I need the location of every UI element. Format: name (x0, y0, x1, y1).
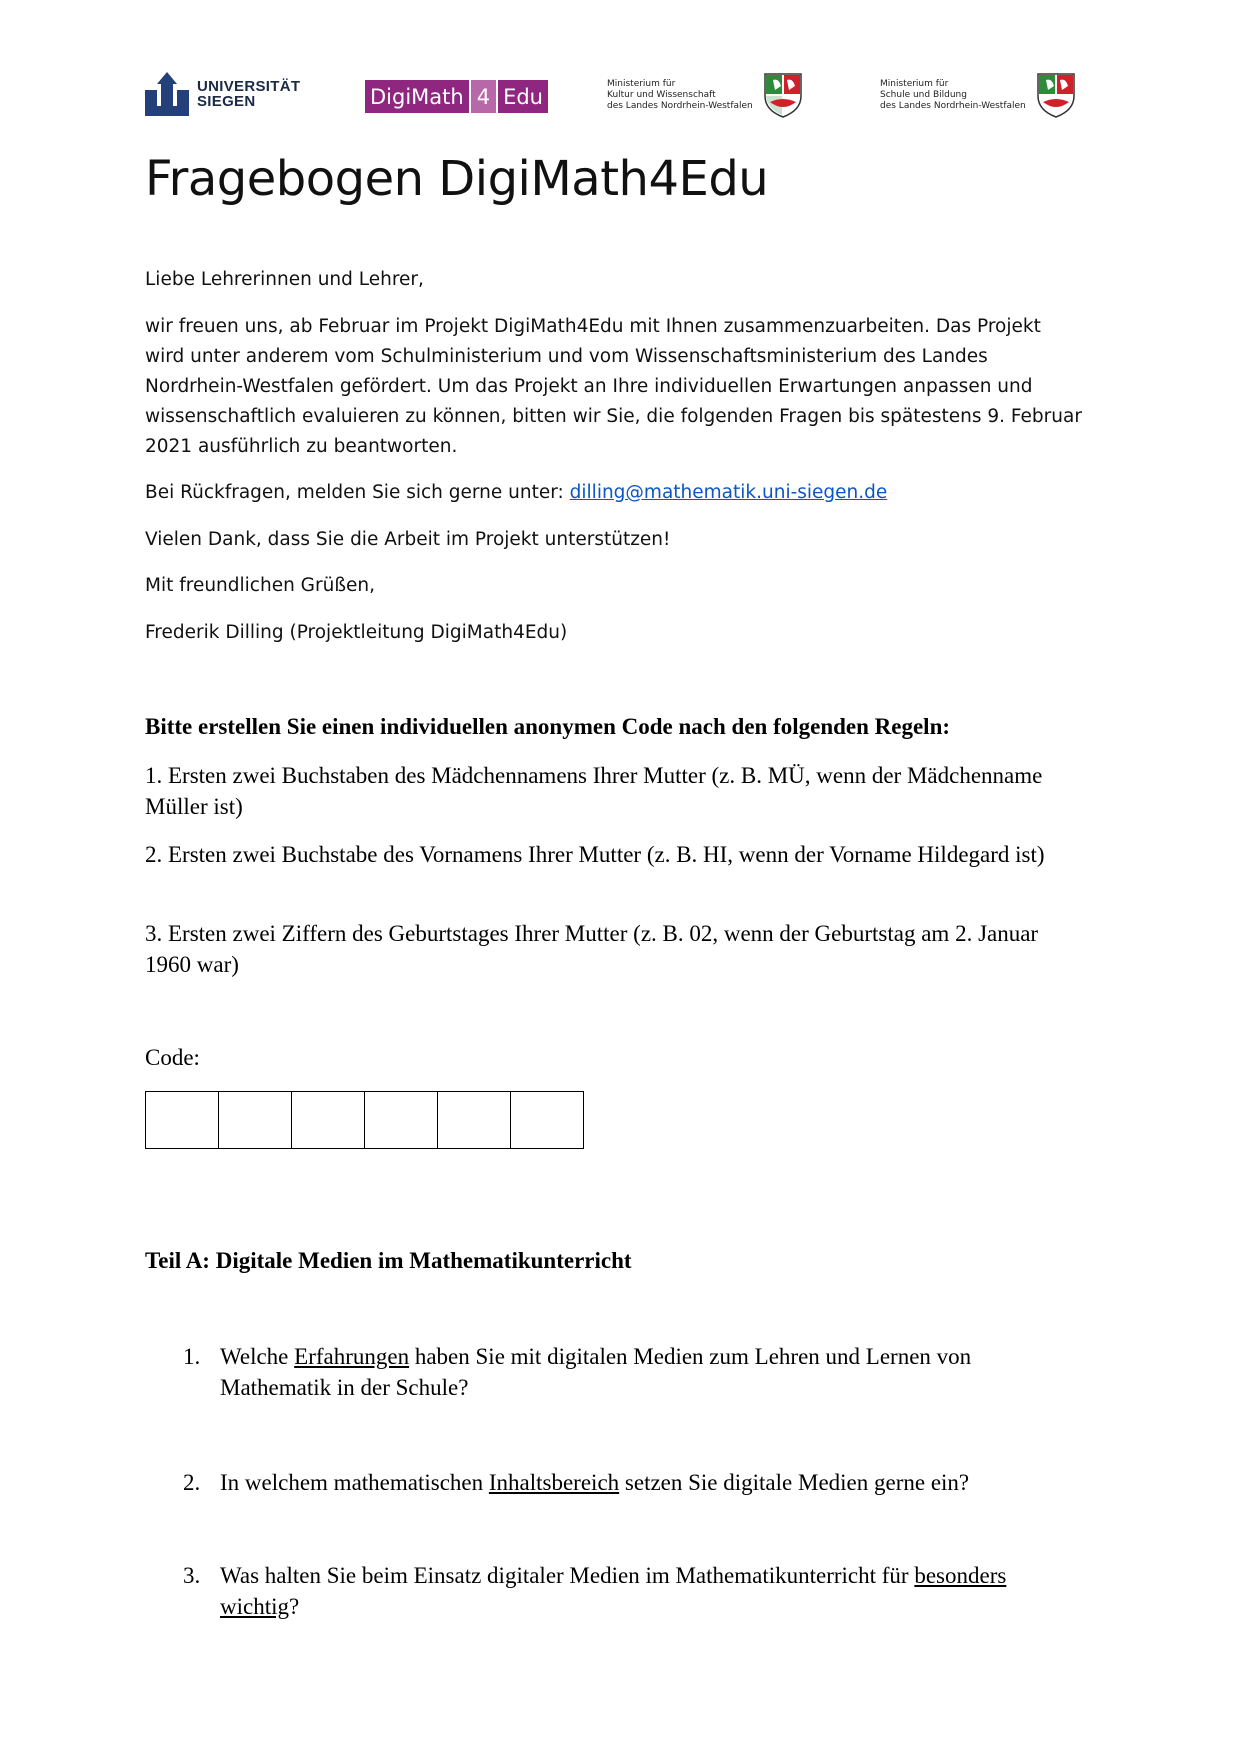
question-number: 3. (183, 1563, 201, 1588)
intro-thanks: Vielen Dank, dass Sie die Arbeit im Projekt unterstützen! (145, 529, 671, 550)
question-number: 2. (183, 1470, 201, 1495)
question-keyword: Inhaltsbereich (488, 1470, 620, 1495)
code-rule-3: 3. Ersten zwei Ziffern des Geburtstages Ihrer Mutter (z. B. 02, wenn der Geburtstag am 2. Januar 1960 war) (145, 921, 1039, 977)
project-logo-part2: 4 (471, 80, 496, 113)
project-logo-part1: DigiMath (365, 80, 469, 113)
code-box[interactable] (292, 1092, 365, 1148)
university-name-line2: SIEGEN (197, 93, 256, 110)
code-heading: Bitte erstellen Sie einen individuellen anonymen Code nach den folgenden Regeln: (145, 714, 951, 739)
code-rule-2: 2. Ersten zwei Buchstabe des Vornamens Ihrer Mutter (z. B. HI, wenn der Vorname Hildegard ist) (145, 842, 1045, 867)
question-text: setzen Sie digitale Medien gerne ein? (619, 1470, 970, 1495)
part-a-heading: Teil A: Digitale Medien im Mathematikunterricht (145, 1248, 632, 1273)
page-title: Fragebogen DigiMath4Edu (145, 151, 769, 207)
question-keyword: Erfahrungen (294, 1344, 410, 1369)
question-text: Welche (220, 1344, 295, 1369)
ministry1-line3: des Landes Nordrhein-Westfalen (607, 100, 753, 111)
contact-prefix: Bei Rückfragen, melden Sie sich gerne unter: (145, 482, 570, 503)
code-box[interactable] (438, 1092, 511, 1148)
ministry2-line3: des Landes Nordrhein-Westfalen (880, 100, 1026, 111)
question-3 (183, 1560, 1083, 1622)
ministry2-line2: Schule und Bildung (880, 89, 967, 100)
ministry1-line1: Ministerium für (607, 78, 676, 89)
question-text: Was halten Sie beim Einsatz digitaler Medien im Mathematikunterricht für (220, 1563, 915, 1588)
project-logo-part3: Edu (498, 80, 548, 113)
question-text: ? (289, 1594, 300, 1619)
university-name-line1: UNIVERSITÄT (197, 78, 301, 95)
ministry-culture-logo (607, 72, 803, 118)
nrw-coat-of-arms-icon (763, 72, 803, 118)
ministry2-line1: Ministerium für (880, 78, 949, 89)
nrw-coat-of-arms-icon (1036, 72, 1076, 118)
university-logo (145, 72, 300, 116)
ministry-school-logo (880, 72, 1076, 118)
question-2 (183, 1467, 1083, 1498)
question-text: haben Sie mit digitalen Medien zum Lehren und Lernen von Mathematik in der Schule? (220, 1344, 972, 1400)
code-box[interactable] (146, 1092, 219, 1148)
code-rule-1: 1. Ersten zwei Buchstaben des Mädchennamens Ihrer Mutter (z. B. MÜ, wenn der Mädchenname Müller ist) (145, 763, 1043, 819)
intro-signature: Frederik Dilling (Projektleitung DigiMath4Edu) (145, 622, 568, 643)
question-text: In welchem mathematischen (220, 1470, 489, 1495)
project-logo (365, 80, 548, 113)
intro-closing: Mit freundlichen Grüßen, (145, 575, 375, 596)
code-box[interactable] (219, 1092, 292, 1148)
contact-email-link[interactable]: dilling@mathematik.uni-siegen.de (569, 482, 888, 503)
code-box[interactable] (365, 1092, 438, 1148)
question-1 (183, 1341, 1083, 1403)
intro-contact (145, 478, 1085, 508)
ministry1-line2: Kultur und Wissenschaft (607, 89, 716, 100)
code-box[interactable] (511, 1092, 583, 1148)
intro-greeting: Liebe Lehrerinnen und Lehrer, (145, 269, 424, 290)
intro-paragraph: wir freuen uns, ab Februar im Projekt DigiMath4Edu mit Ihnen zusammenzuarbeiten. Das Projekt wird unter anderem vom Schulministerium und vom Wissenschaftsministerium des Landes Nordrhein-Westfalen gefördert. Um das Projekt an Ihre individuellen Erwartungen anpassen und wissenschaftlich evaluieren zu können, bitten wir Sie, die folgenden Fragen bis spätestens 9. Februar 2021 ausführlich zu beantworten. (145, 316, 1082, 457)
university-logo-icon (145, 72, 189, 116)
question-number: 1. (183, 1344, 201, 1369)
code-input-boxes[interactable] (145, 1091, 584, 1149)
code-label: Code: (145, 1045, 200, 1070)
question-keyword: besonders wichtig (220, 1563, 1007, 1619)
